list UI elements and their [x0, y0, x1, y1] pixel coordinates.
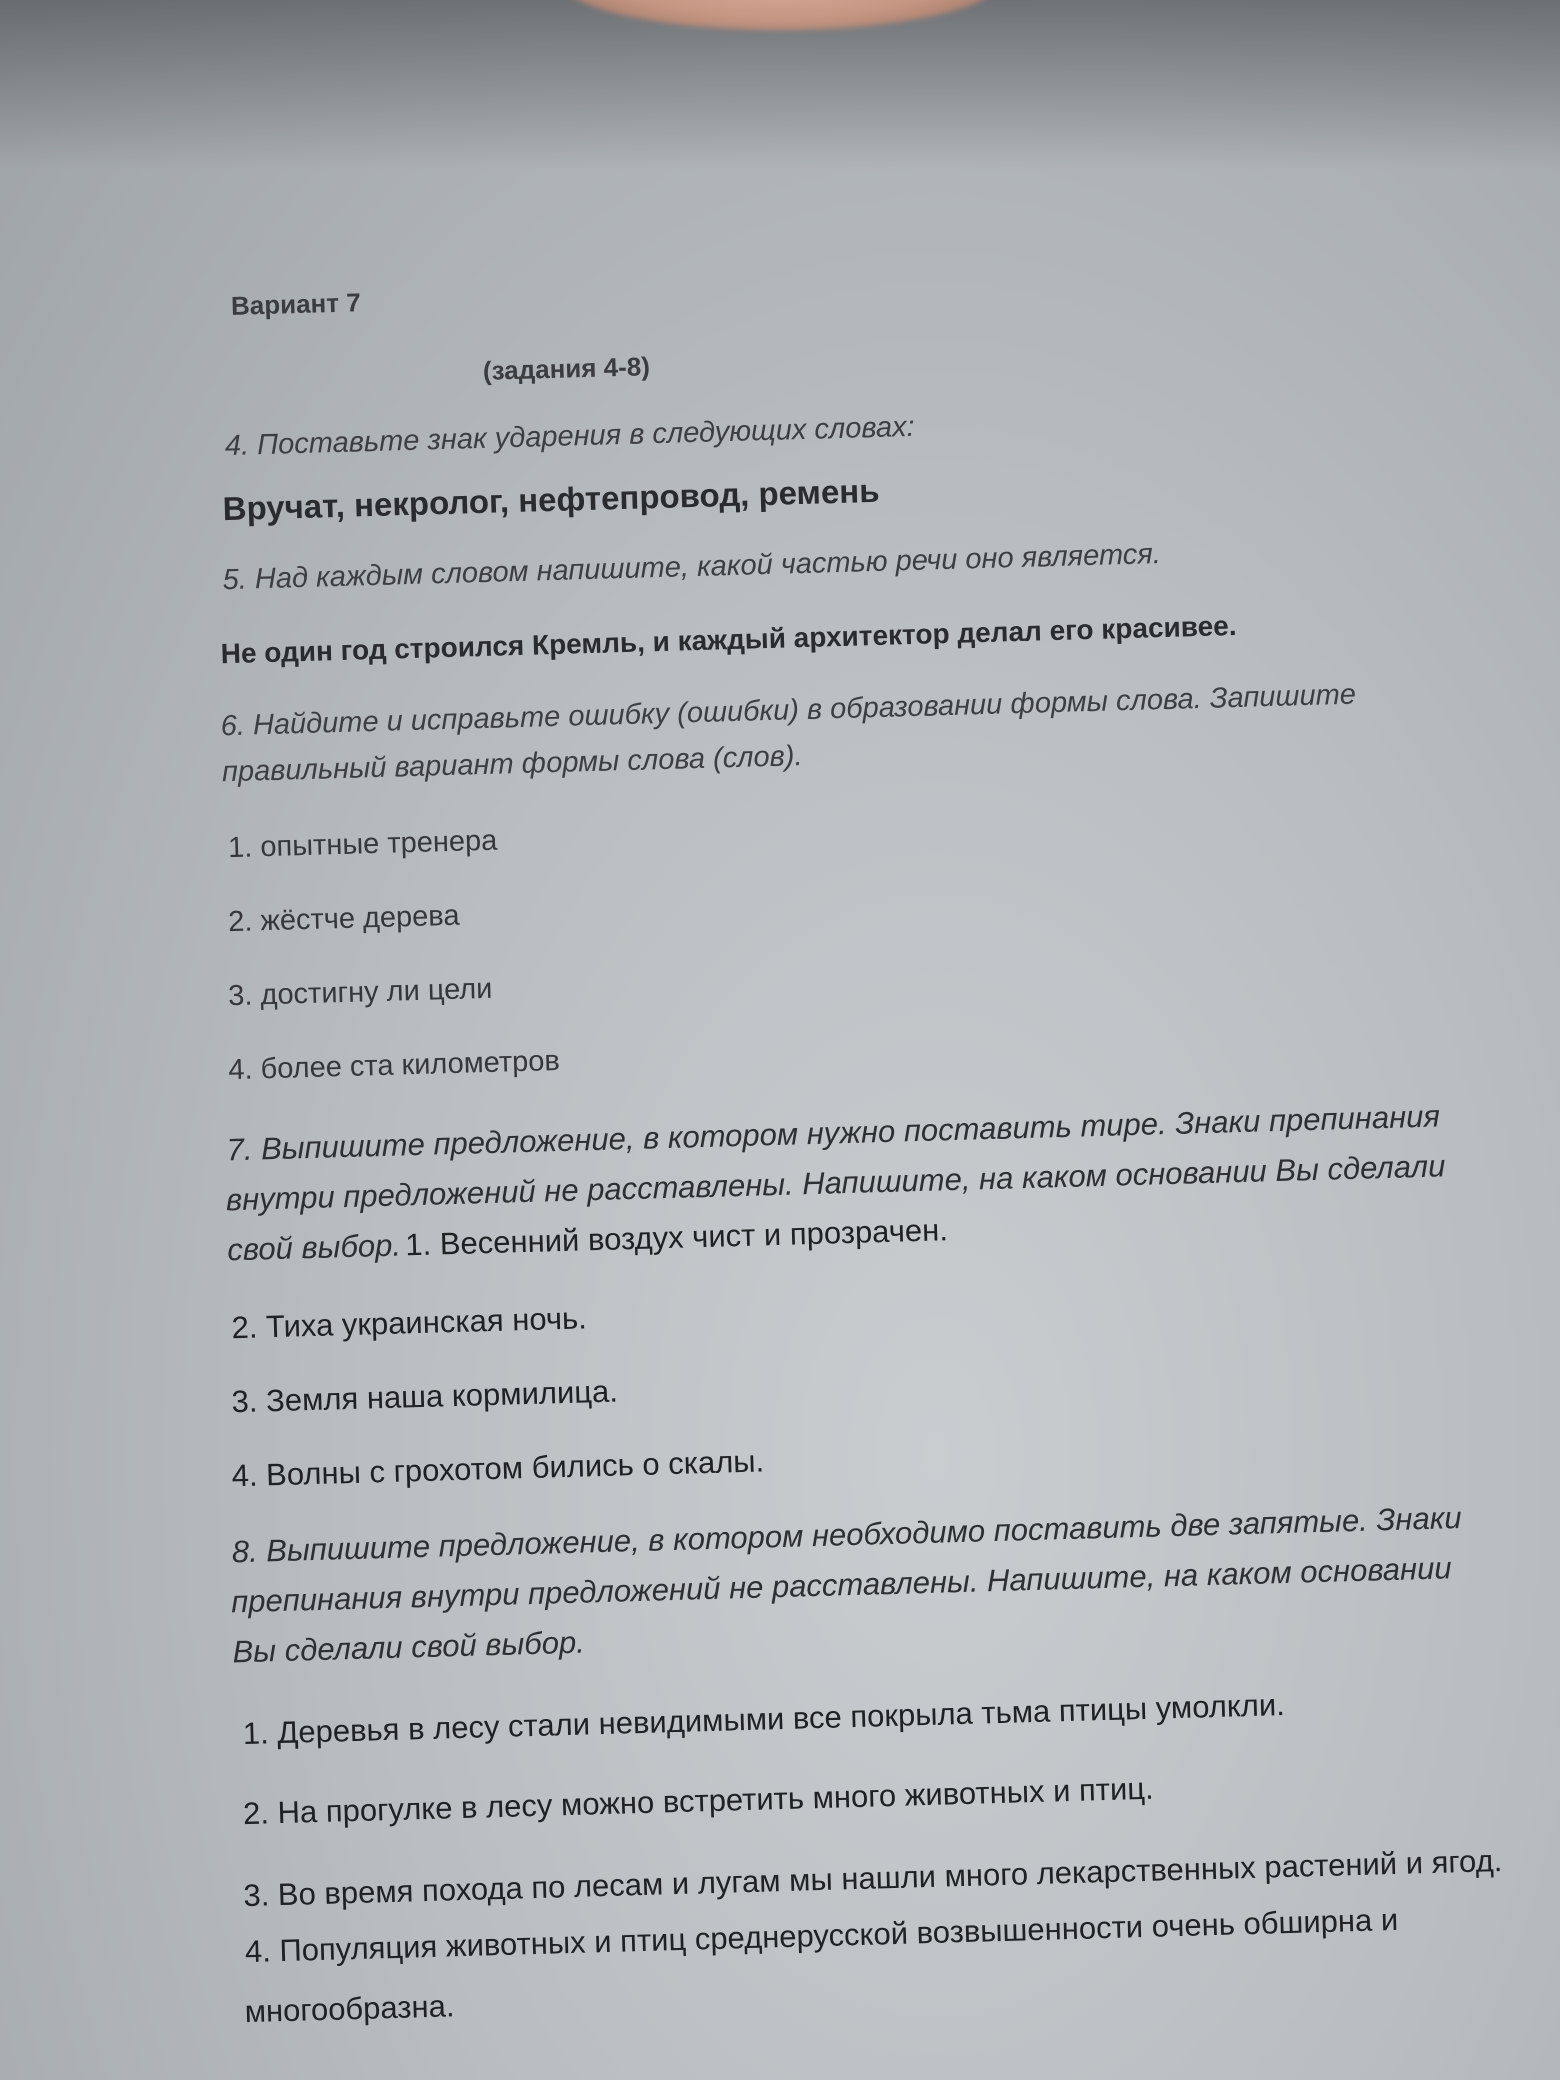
task4-instruction: 4. Поставьте знак ударения в следующих словах: [224, 410, 915, 463]
task8-item: 4. Популяция животных и птиц среднерусской возвышенности очень обширна и [244, 1901, 1399, 1970]
task7-item: 4. Волны с грохотом бились о скалы. [231, 1443, 765, 1494]
task6-instruction-line1: 6. Найдите и исправьте ошибку (ошибки) в образовании формы слова. Запишите [220, 678, 1357, 743]
task7-instruction-line3: свой выбор. [226, 1227, 402, 1268]
task8-item: 2. На прогулке в лесу можно встретить много животных и птиц. [242, 1770, 1155, 1832]
task7-item: 2. Тиха украинская ночь. [231, 1300, 588, 1346]
task7-item: 1. Весенний воздух чист и прозрачен. [404, 1212, 949, 1263]
tasks-range: (задания 4-8) [482, 351, 651, 386]
task6-item: 4. более ста километров [227, 1044, 561, 1087]
task6-item: 1. опытные тренера [227, 824, 498, 865]
task7-line3 [227, 1211, 948, 1268]
task7-instruction-line2: внутри предложений не расставлены. Напишите, на каком основании Вы сделали [225, 1148, 1446, 1218]
task8-item-continuation: многообразна. [244, 1988, 455, 2030]
task7-instruction-line1: 7. Выпишите предложение, в котором нужно поставить тире. Знаки препинания [226, 1098, 1441, 1168]
task6-instruction-line2: правильный вариант формы слова (слов). [221, 740, 803, 789]
task6-item: 3. достигну ли цели [227, 972, 493, 1013]
task7-item: 3. Земля наша кормилица. [231, 1373, 619, 1420]
task8-instruction-line2: препинания внутри предложений не расставлены. Напишите, на каком основании [230, 1550, 1453, 1620]
task5-instruction: 5. Над каждым словом напишите, какой частью речи оно является. [222, 538, 1162, 597]
task8-instruction-line1: 8. Выпишите предложение, в котором необходимо поставить две запятые. Знаки [231, 1499, 1463, 1570]
task5-sentence: Не один год строился Кремль, и каждый архитектор делал его красивее. [220, 609, 1237, 670]
task6-item: 2. жёстче дерева [227, 899, 460, 939]
task8-item: 3. Во время похода по лесам и лугам мы нашли много лекарственных растений и ягод. [242, 1842, 1503, 1914]
task8-instruction-line3: Вы сделали свой выбор. [232, 1624, 586, 1670]
task4-words: Вручат, некролог, нефтепровод, ремень [222, 471, 880, 528]
variant-title: Вариант 7 [230, 287, 362, 321]
worksheet-page [190, 233, 1509, 2030]
task8-item: 1. Деревья в лесу стали невидимыми все покрыла тьма птицы умолкли. [242, 1686, 1286, 1752]
